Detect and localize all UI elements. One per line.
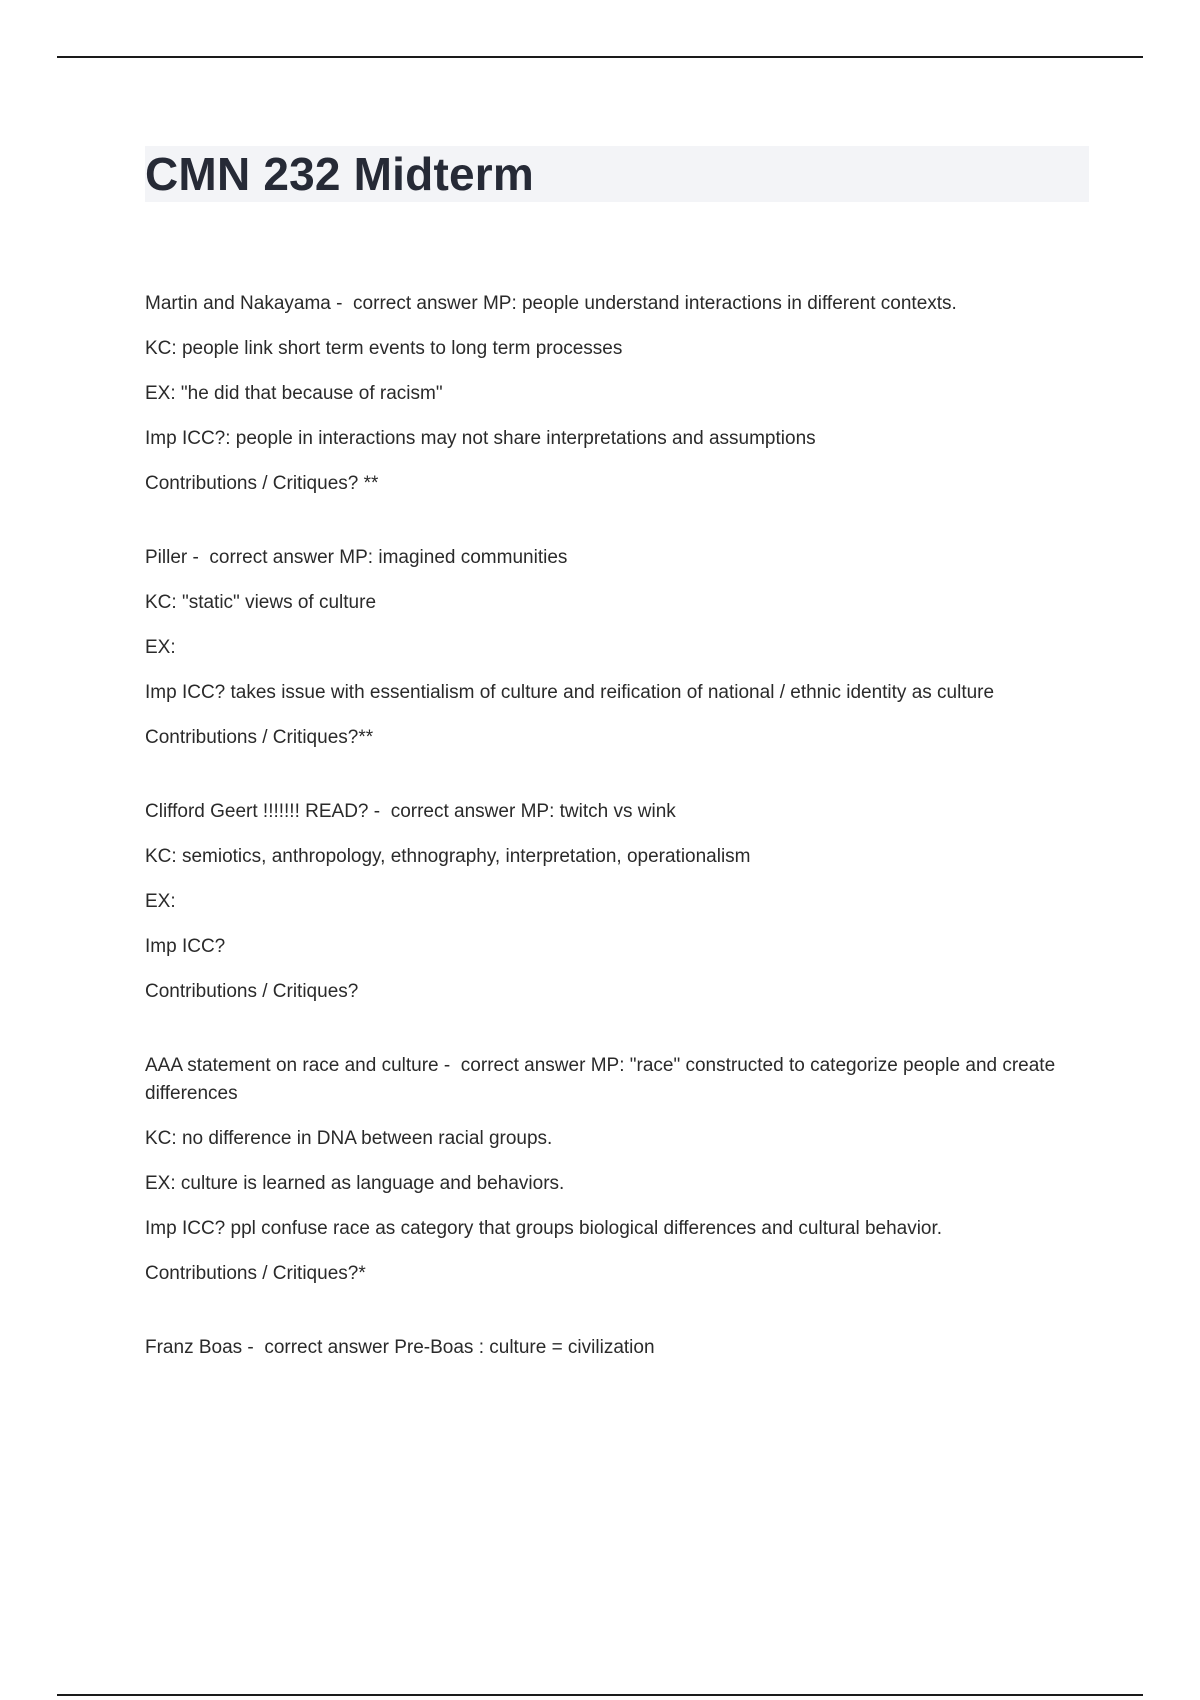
term-separator: - xyxy=(438,1055,461,1076)
term-separator: - xyxy=(368,801,391,822)
answer-line: Contributions / Critiques? ** xyxy=(145,473,379,494)
flashcard-term: Piller xyxy=(145,547,188,568)
term-separator: - xyxy=(242,1337,265,1358)
answer-line: EX: xyxy=(145,891,176,912)
answer-prefix: correct answer xyxy=(209,547,335,568)
answer-text: MP: imagined communities xyxy=(339,547,568,568)
answer-text: Pre-Boas : culture = civilization xyxy=(394,1337,655,1358)
answer-line: KC: people link short term events to long term processes xyxy=(145,338,623,359)
flashcard-term: Clifford Geert !!!!!!! READ? xyxy=(145,801,369,822)
page-title: CMN 232 Midterm xyxy=(145,148,534,200)
flashcard-question-line xyxy=(145,1334,1089,1362)
answer-line: KC: no difference in DNA between racial groups. xyxy=(145,1128,553,1149)
answer-line: Contributions / Critiques?** xyxy=(145,727,374,748)
answer-line: Imp ICC? takes issue with essentialism of culture and reification of national / ethnic identity as culture xyxy=(145,682,995,703)
flashcard-question-line xyxy=(145,1052,1089,1108)
answer-text: MP: people understand interactions in different contexts. xyxy=(482,293,957,314)
answer-line: Contributions / Critiques?* xyxy=(145,1263,366,1284)
answer-line: KC: "static" views of culture xyxy=(145,592,377,613)
flashcard-list xyxy=(145,290,1089,1408)
flashcard-entry xyxy=(145,290,1089,498)
answer-line: EX: culture is learned as language and behaviors. xyxy=(145,1173,565,1194)
flashcard-term: AAA statement on race and culture xyxy=(145,1055,439,1076)
answer-prefix: correct answer xyxy=(353,293,478,314)
answer-text: MP: twitch vs wink xyxy=(520,801,676,822)
answer-prefix: correct answer xyxy=(390,801,516,822)
answer-line: Imp ICC? xyxy=(145,936,226,957)
flashcard-question-line xyxy=(145,544,1089,572)
flashcard-entry xyxy=(145,1052,1089,1288)
answer-line: Contributions / Critiques? xyxy=(145,981,359,1002)
flashcard-entry xyxy=(145,798,1089,1006)
top-divider xyxy=(57,56,1143,58)
answer-line: EX: "he did that because of racism" xyxy=(145,383,443,404)
answer-line: Imp ICC?: people in interactions may not share interpretations and assumptions xyxy=(145,428,816,449)
flashcard-term: Franz Boas xyxy=(145,1337,243,1358)
answer-line: EX: xyxy=(145,637,176,658)
term-separator: - xyxy=(187,547,210,568)
answer-text: MP: "race" constructed to categorize people and create differences xyxy=(145,1055,1056,1104)
term-separator: - xyxy=(330,293,354,314)
bottom-divider xyxy=(57,1694,1143,1696)
answer-prefix: correct answer xyxy=(264,1337,389,1358)
answer-prefix: correct answer xyxy=(460,1055,586,1076)
flashcard-entry xyxy=(145,544,1089,752)
flashcard-term: Martin and Nakayama xyxy=(145,293,331,314)
answer-line: KC: semiotics, anthropology, ethnography, interpretation, operationalism xyxy=(145,846,751,867)
flashcard-question-line xyxy=(145,798,1089,826)
flashcard-question-line xyxy=(145,290,1089,318)
flashcard-entry xyxy=(145,1334,1089,1362)
answer-line: Imp ICC? ppl confuse race as category that groups biological differences and cultural behavior. xyxy=(145,1218,943,1239)
